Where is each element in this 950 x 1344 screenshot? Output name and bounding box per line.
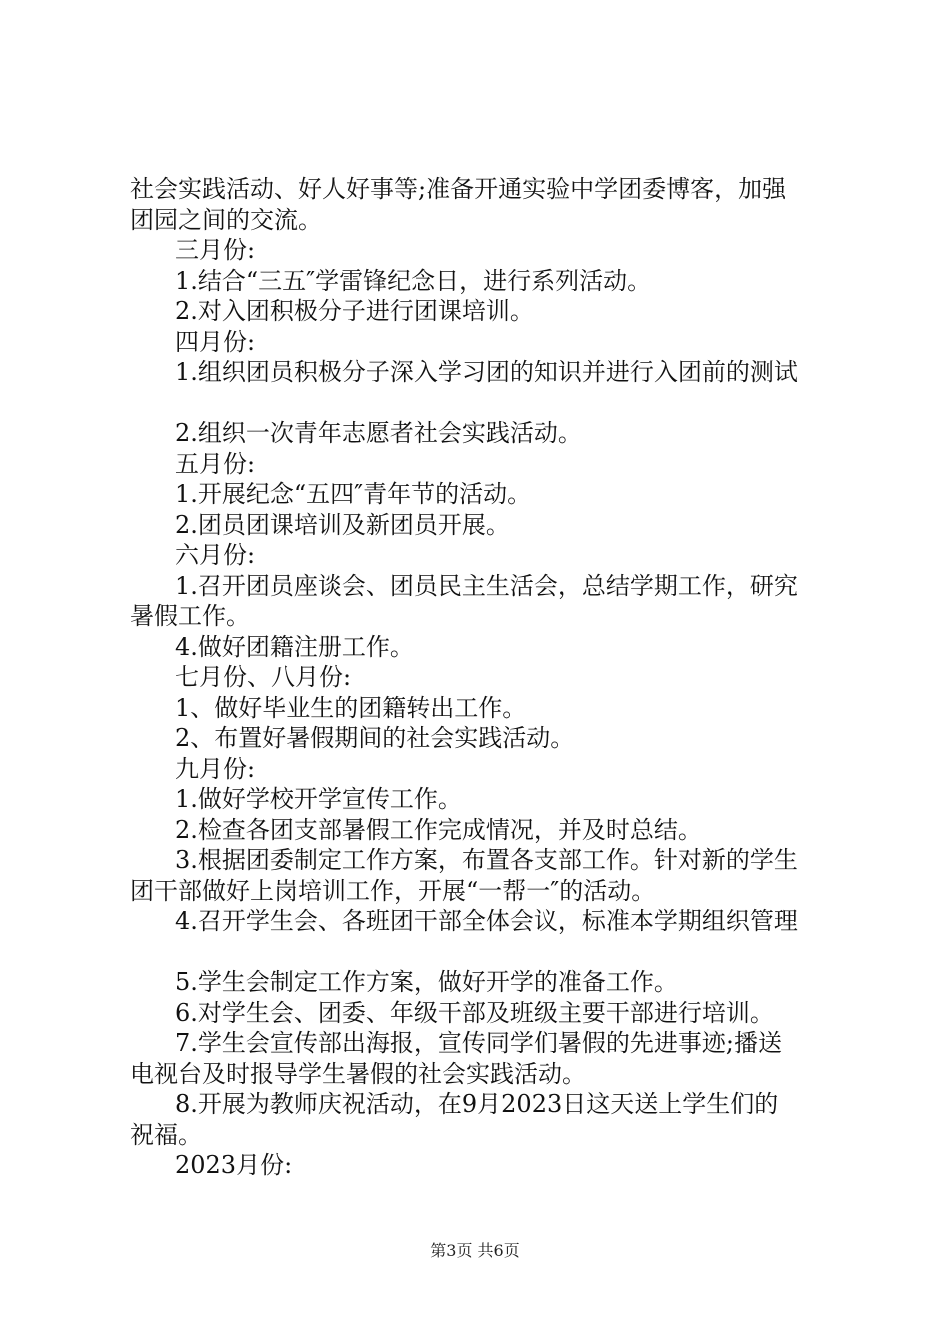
page-number-footer: 第3页 共6页 bbox=[430, 1241, 520, 1260]
month-heading: 七月份、八月份: bbox=[175, 663, 352, 691]
text-line: 6.对学生会、团委、年级干部及班级主要干部进行培训。 bbox=[175, 998, 774, 1027]
text-line: 1.做好学校开学宣传工作。 bbox=[175, 785, 462, 813]
text-line: 1.结合“三五″学雷锋纪念日，进行系列活动。 bbox=[175, 266, 652, 295]
month-heading: 九月份: bbox=[175, 754, 256, 783]
month-heading: 2023月份: bbox=[175, 1151, 293, 1179]
text-line: 4.做好团籍注册工作。 bbox=[175, 632, 414, 661]
text-line: 7.学生会宣传部出海报，宣传同学们暑假的先进事迹;播送 bbox=[175, 1029, 782, 1057]
text-line: 3.根据团委制定工作方案，布置各支部工作。针对新的学生 bbox=[175, 846, 798, 874]
text-line: 电视台及时报导学生暑假的社会实践活动。 bbox=[130, 1059, 586, 1088]
text-line: 2.检查各团支部暑假工作完成情况，并及时总结。 bbox=[175, 815, 702, 844]
text-line: 2.团员团课培训及新团员开展。 bbox=[175, 510, 510, 539]
text-line: 暑假工作。 bbox=[130, 602, 250, 630]
text-line: 祝福。 bbox=[130, 1120, 202, 1149]
text-line: 社会实践活动、好人好事等;准备开通实验中学团委博客，加强 bbox=[130, 175, 787, 203]
text-line: 1.开展纪念“五四″青年节的活动。 bbox=[175, 480, 532, 508]
document-body bbox=[130, 174, 835, 1181]
text-line: 1、做好毕业生的团籍转出工作。 bbox=[175, 693, 527, 722]
month-heading: 五月份: bbox=[175, 449, 256, 478]
text-line: 4.召开学生会、各班团干部全体会议，标准本学期组织管理 bbox=[175, 907, 798, 935]
text-line: 1.组织团员积极分子深入学习团的知识并进行入团前的测试 bbox=[175, 358, 798, 386]
blank-line bbox=[130, 937, 835, 968]
text-line: 团干部做好上岗培训工作，开展“一帮一″的活动。 bbox=[130, 876, 656, 905]
month-heading: 六月份: bbox=[175, 541, 256, 569]
text-line: 2、布置好暑假期间的社会实践活动。 bbox=[175, 724, 575, 752]
blank-line bbox=[130, 388, 835, 419]
text-line: 2.组织一次青年志愿者社会实践活动。 bbox=[175, 419, 582, 447]
text-line: 1.召开团员座谈会、团员民主生活会，总结学期工作，研究 bbox=[175, 571, 798, 600]
text-line: 5.学生会制定工作方案，做好开学的准备工作。 bbox=[175, 968, 678, 996]
text-line: 8.开展为教师庆祝活动，在9月2023日这天送上学生们的 bbox=[175, 1090, 779, 1118]
month-heading: 四月份: bbox=[175, 327, 256, 356]
month-heading: 三月份: bbox=[175, 236, 256, 264]
text-line: 团园之间的交流。 bbox=[130, 205, 322, 234]
text-line: 2.对入团积极分子进行团课培训。 bbox=[175, 297, 534, 325]
